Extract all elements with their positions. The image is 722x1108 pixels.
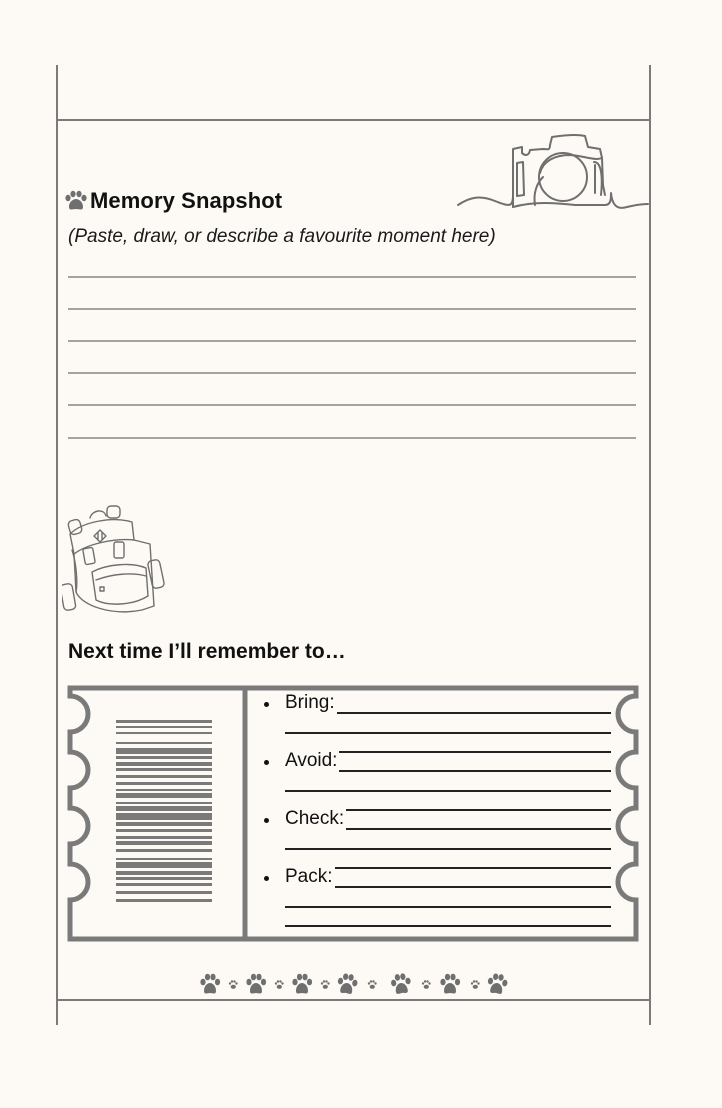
checklist-item-avoid[interactable] — [262, 748, 622, 806]
bullet — [264, 760, 269, 765]
checklist-item-pack[interactable] — [262, 864, 622, 922]
blank-line[interactable] — [285, 848, 611, 850]
blank-line[interactable] — [285, 906, 611, 908]
paw-print-row-icon — [196, 970, 516, 998]
bullet — [264, 702, 269, 707]
blank-line[interactable] — [285, 732, 611, 734]
bullet — [264, 876, 269, 881]
checklist-label: Pack: — [285, 866, 333, 887]
blank-line[interactable] — [285, 925, 611, 927]
blank-line[interactable] — [285, 790, 611, 792]
next-time-heading: Next time I’ll remember to… — [68, 640, 346, 663]
checklist-label: Bring: — [285, 692, 335, 713]
memory-snapshot-instruction: (Paste, draw, or describe a favourite moment here) — [68, 226, 496, 247]
checklist-label: Avoid: — [285, 750, 338, 771]
checklist-label: Check: — [285, 808, 345, 829]
bullet — [264, 818, 269, 823]
remember-checklist — [262, 690, 622, 922]
checklist-item-bring[interactable] — [262, 690, 622, 748]
memory-snapshot-title: Memory Snapshot — [90, 188, 283, 213]
checklist-item-check[interactable] — [262, 806, 622, 864]
